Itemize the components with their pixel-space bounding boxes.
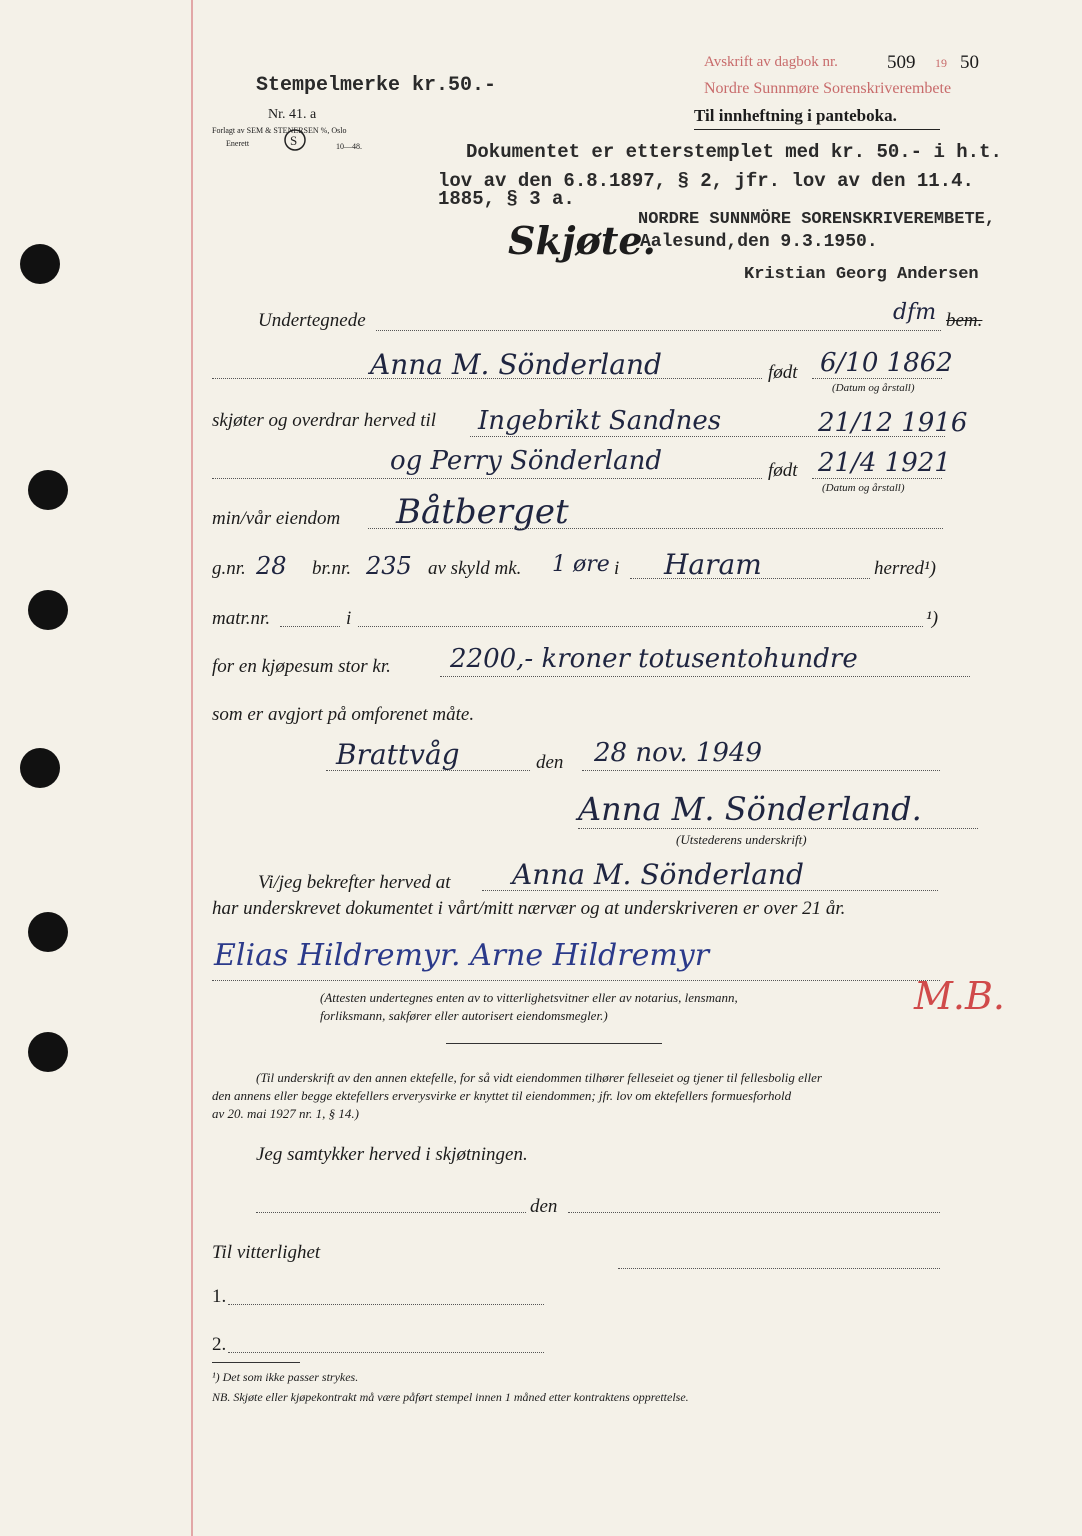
herred-label: herred¹) (874, 558, 936, 579)
punch-hole-1 (20, 244, 60, 284)
gnr-value: 28 (256, 552, 287, 580)
date-line (582, 770, 940, 771)
witness-caption-1: (Attesten undertegnes enten av to vitterlighetsvitner eller av notarius, lensmann, (320, 990, 738, 1005)
seller-datum-label: (Datum og årstall) (832, 382, 915, 394)
consent-place-line (256, 1212, 526, 1213)
seller-signature-line (578, 828, 978, 829)
price-value: 2200,- kroner totusentohundre (450, 644, 858, 674)
punch-hole-6 (28, 1032, 68, 1072)
settled-text: som er avgjort på omforenet måte. (212, 704, 475, 725)
matr-suffix: ¹) (926, 608, 939, 629)
signature-caption: (Utstederens underskrift) (676, 832, 807, 847)
buyer2-birth: 21/4 1921 (818, 448, 951, 478)
property-name: Båtberget (396, 492, 569, 532)
footnote-divider (212, 1362, 300, 1363)
attest-line (482, 890, 938, 891)
consent-signature-line (618, 1268, 940, 1269)
stamp-notice-signer: Kristian Georg Andersen (744, 265, 979, 284)
matr-i-label: i (346, 608, 352, 629)
herred-value: Haram (664, 548, 762, 581)
stamp-notice-line1: Dokumentet er etterstemplet med kr. 50.- i h.t. (466, 141, 1002, 163)
date-den-label: den (536, 752, 564, 773)
price-label: for en kjøpesum stor kr. (212, 656, 391, 677)
witness-caption-2: forliksmann, sakfører eller autorisert eiendomsmegler.) (320, 1008, 608, 1023)
buyer2-birth-line (812, 478, 942, 479)
publisher-logo-icon (283, 128, 307, 152)
record-number: 509 (887, 52, 916, 73)
attest-text: har underskrevet dokumentet i vårt/mitt nærvær og at underskriveren er over 21 år. (212, 898, 846, 919)
consent-date-line (568, 1212, 940, 1213)
spouse-note-3: av 20. mai 1927 nr. 1, § 14.) (212, 1106, 359, 1121)
herred-line (630, 578, 870, 579)
property-label: min/vår eiendom (212, 508, 341, 529)
matr-label: matr.nr. (212, 608, 271, 629)
form-number: Nr. 41. a (268, 107, 317, 122)
seller-fodt-label: født (768, 362, 798, 383)
date-value: 28 nov. 1949 (594, 738, 763, 768)
price-line (440, 676, 970, 677)
place-value: Brattvåg (336, 738, 460, 771)
svg-text:S: S (290, 133, 298, 148)
margin-line (191, 0, 193, 1536)
property-line (368, 528, 943, 529)
undertegnede-label: Undertegnede (258, 310, 366, 331)
consent-text: Jeg samtykker herved i skjøtningen. (256, 1144, 528, 1165)
punch-hole-5 (28, 912, 68, 952)
buyer2-fodt-label: født (768, 460, 798, 481)
document-title: Skjøte. (508, 218, 656, 263)
witness-signature-line (212, 980, 940, 981)
buyer2-datum-label: (Datum og årstall) (822, 482, 905, 494)
buyer2-name: og Perry Sönderland (390, 446, 662, 476)
red-initials: M.B. (914, 974, 1005, 1018)
seller-name: Anna M. Sönderland (370, 348, 662, 381)
stamp-notice-date: Aalesund,den 9.3.1950. (640, 232, 878, 252)
record-year: 50 (960, 52, 979, 73)
instruction-underline (694, 129, 940, 130)
buyer1-birth: 21/12 1916 (818, 408, 968, 438)
record-line: Avskrift av dagbok nr. (704, 54, 838, 70)
instruction: Til innheftning i panteboka. (694, 106, 897, 125)
undertegnede-line (376, 330, 941, 331)
seller-line (212, 378, 762, 379)
punch-hole-4 (20, 748, 60, 788)
witness-heading: Til vitterlighet (212, 1242, 321, 1263)
bnr-value: 235 (366, 552, 412, 580)
section-divider (446, 1043, 662, 1044)
spouse-note-2: den annens eller begge ektefellers erverysvirke er knyttet til eiendommen; jfr. lov om ektefellers formuesforhold (212, 1088, 792, 1103)
matr-line (280, 626, 340, 627)
witness-2-line (228, 1352, 544, 1353)
stamp-notice-office: NORDRE SUNNMÖRE SORENSKRIVEREMBETE, (638, 210, 996, 229)
matr-i-line (358, 626, 923, 627)
seller-signature: Anna M. Sönderland. (578, 790, 922, 828)
stamp-title: Stempelmerke kr.50.- (256, 74, 497, 97)
publisher: Forlagt av SEM & STENERSEN %, Oslo (212, 126, 347, 135)
footnote-1: ¹) Det som ikke passer strykes. (212, 1370, 359, 1384)
place-line (326, 770, 530, 771)
witness-signatures: Elias Hildremyr. Arne Hildremyr (214, 938, 710, 973)
buyer1-name: Ingebrikt Sandnes (478, 406, 722, 436)
seller-birth: 6/10 1862 (820, 348, 953, 378)
footnote-2: NB. Skjøte eller kjøpekontrakt må være påført stempel innen 1 måned etter kontraktens opprettelse. (212, 1390, 689, 1404)
stamp-notice-line2: lov av den 6.8.1897, § 2, jfr. lov av den 11.4. (438, 170, 974, 192)
skyld-label: av skyld mk. (428, 558, 522, 579)
skyld-value: 1 øre (552, 552, 610, 577)
seller-birth-line (812, 378, 942, 379)
skyld-i-label: i (614, 558, 620, 579)
spouse-note-1: (Til underskrift av den annen ektefelle, for så vidt eiendommen tilhører felleseiet og tjener til fellesbolig eller (256, 1070, 822, 1085)
attest-name: Anna M. Sönderland (512, 858, 804, 891)
publisher-date: 10—48. (336, 142, 362, 151)
undertegnede-suffix: bem. (946, 310, 983, 331)
undertegnede-hand: dfm (893, 300, 937, 325)
office-stamp: Nordre Sunnmøre Sorenskriverembete (704, 80, 952, 97)
stamp-notice-line3: 1885, § 3 a. (438, 188, 575, 210)
record-year-prefix: 19 (935, 56, 947, 70)
attest-label: Vi/jeg bekrefter herved at (258, 872, 451, 893)
punch-hole-2 (28, 470, 68, 510)
consent-den-label: den (530, 1196, 558, 1217)
witness-1-line (228, 1304, 544, 1305)
publisher-mark: Enerett (226, 139, 250, 148)
bnr-label: br.nr. (312, 558, 352, 579)
gnr-label: g.nr. (212, 558, 246, 579)
transfer-label: skjøter og overdrar herved til (212, 410, 437, 431)
witness-1-label: 1. (212, 1286, 227, 1307)
punch-hole-3 (28, 590, 68, 630)
witness-2-label: 2. (212, 1334, 227, 1355)
buyer2-line (212, 478, 762, 479)
